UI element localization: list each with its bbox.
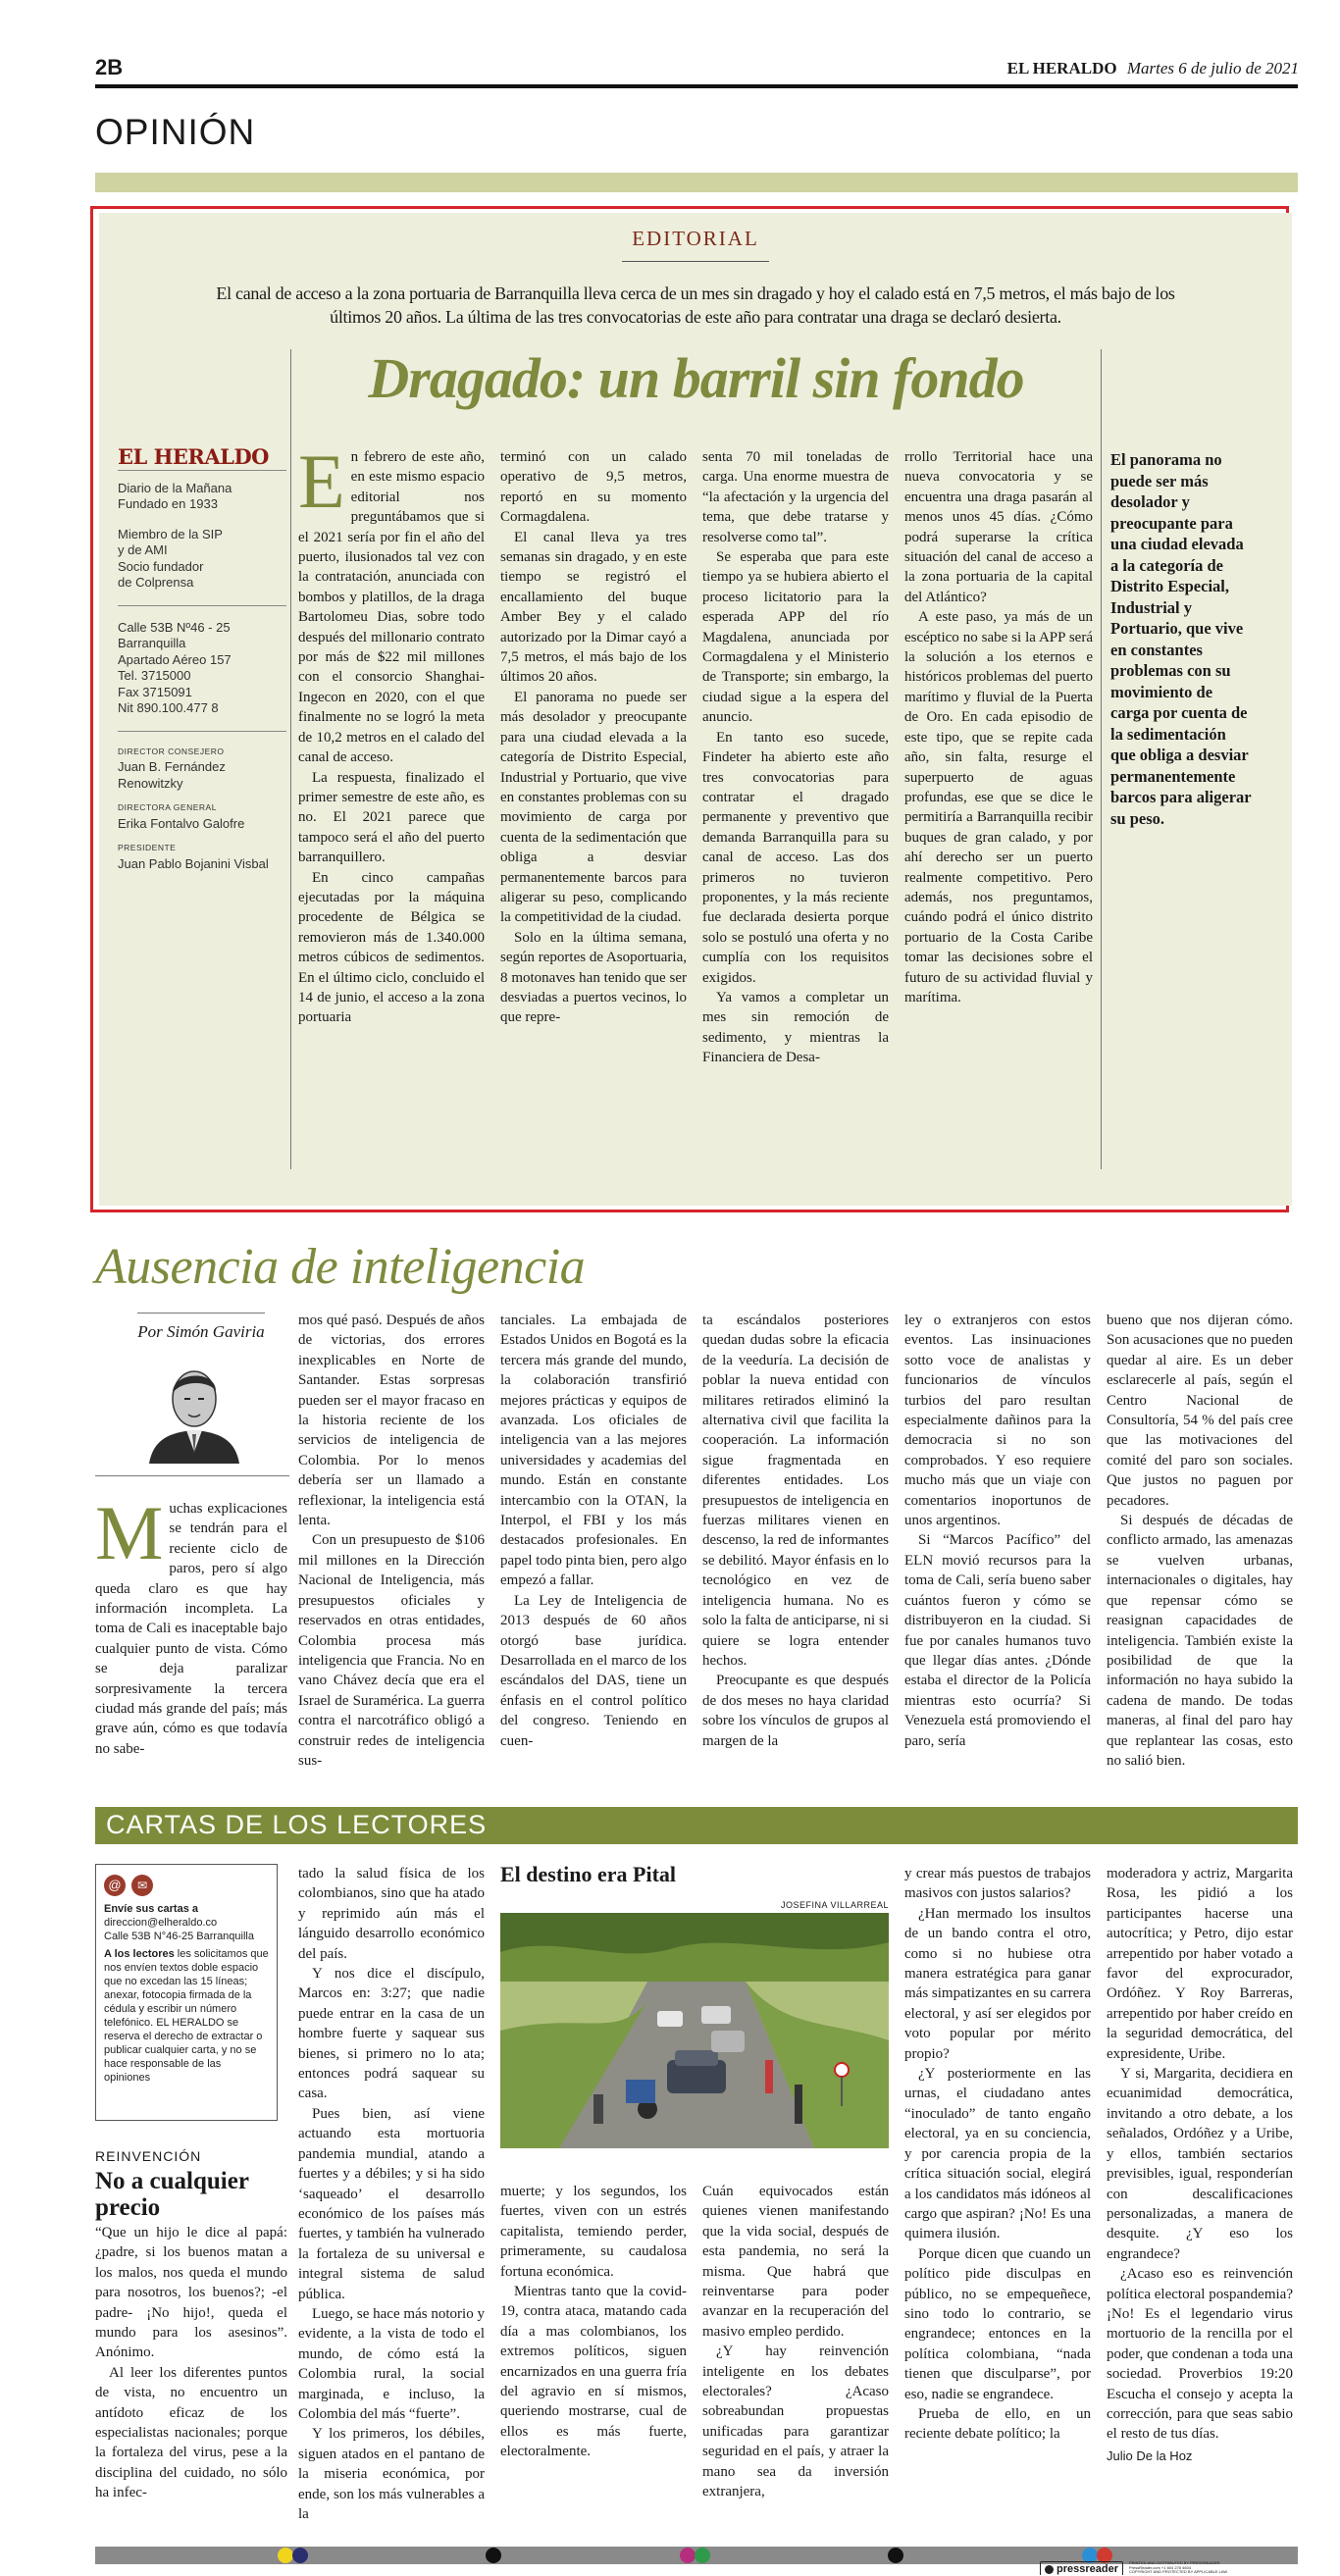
column-col-4 [702, 1311, 889, 1751]
column-col-6 [1107, 1311, 1293, 1771]
registration-dot [278, 2548, 293, 2563]
masthead-address-line: Barranquilla [118, 636, 186, 650]
letter1-paragraph: Y si, Margarita, decidiera en ecuanimidad democrática, invitando a otro debate, a los señalados, Ordóñez y a Uribe, y ellos, también sectarios previsibles, igual, responderían con descalificaciones personalizadas, a manera de desquite. ¿Y eso los engrandece? [1107, 2066, 1293, 2262]
column-paragraph: uchas explicaciones se tendrán para el reciente ciclo de paros, pero sí algo queda claro es que hay información incompleta. La toma de Cali es inaceptable bajo cualquier punto de vista. Cómo se deja paralizar sorpresivamente la tercera ciudad más grande del país; más grave aún, cómo es que todavía no sabe- [95, 1501, 287, 1757]
editorial-headline: Dragado: un barril sin fondo [368, 346, 1024, 410]
letter1-paragraph: Luego, se hace más notorio y evidente, a la vista de todo el mundo, de cómo está la Colombia rural, la social marginada, e incluso, la Colombia del más “fuerte”. [298, 2305, 485, 2422]
letter1-kicker: REINVENCIÓN [95, 2148, 202, 2164]
editorial-paragraph: n febrero de este año, en este mismo espacio editorial nos preguntábamos que si el 2021 sería por fin el año del puerto, ilusionados tal vez con la contratación, anunciada con bombos y platillos, de la draga Bartolomeu Dias, sobre todo después del millonario contrato por más de $22 mil millones con el consorcio Shanghai-Ingecon en 2020, con el que finalmente no se logró la meta de 10,2 metros en el calado del canal de acceso. [298, 449, 485, 766]
editorial-paragraph: Ya vamos a completar un mes sin remoción de sedimento, y mientras la Financiera de Desa- [702, 989, 889, 1066]
masthead-info2-line: Miembro de la SIP [118, 526, 223, 541]
editorial-paragraph: Se esperaba que para este tiempo ya se hubiera abierto el proceso licitatorio para la esperada APP del río Magdalena, anunciada por Cormagdalena y el Ministerio de Transporte; sin embargo, la ciudad sigue a la espera del anuncio. [702, 549, 889, 726]
column-col-5 [904, 1311, 1091, 1751]
editorial-dropcap: E [298, 438, 345, 524]
masthead-address-line: Fax 3715091 [118, 684, 192, 699]
editorial-col-2 [500, 447, 687, 1028]
letter1-paragraph: Y los primeros, los débiles, siguen atados en el pantano de la miseria económica, por ende, son los más vulnerables a la [298, 2426, 485, 2522]
editorial-col-rule [1101, 443, 1102, 1169]
letter1-signature: Julio De la Hoz [1107, 2447, 1193, 2463]
editorial-pullquote: El panorama no puede ser más desolador y preocupante para una ciudad elevada a la categoría de Distrito Especial, Industrial y Portuario, que vive en constantes problemas con su movimiento de carga por cuenta de la sedimentación que obliga a desviar permanentemente barcos para aligerar su peso. [1110, 450, 1252, 828]
masthead-name: Juan B. Fernández Renowitzky [118, 759, 226, 791]
editorial-paragraph: El canal lleva ya tres semanas sin dragado, y en este tiempo se registró el encallamiento del buque Amber Bey y el calado autorizado por la Dimar cayó a 7,5 metros, el más bajo de los últimos 20 años. [500, 529, 687, 686]
column-paragraph: Si “Marcos Pacífico” del ELN movió recursos para la toma de Cali, sería bueno saber cuántos fueron y cómo se distribuyeron en la ciudad. Si fue por canales humanos tuvo que llegar días antes. ¿Dónde estaba el director de la Policía mientras esto ocurría? Si Venezuela está promoviendo el paro, sería [904, 1532, 1091, 1749]
column-paragraph: tanciales. La embajada de Estados Unidos en Bogotá es la tercera más grande del mundo, la colaboración transfirió mejores prácticas y equipos de avanzada. Los oficiales de inteligencia van a las mejores universidades y academias del mundo. Están en constante intercambio con la OTAN, la Interpol, el FBI y los más destacados profesionales. En papel todo pinta bien, pero algo empezó a fallar. [500, 1313, 687, 1589]
letter1-paragraph: ¿Han mermado los insultos de un bando contra el otro, como si no hubiese otra manera estratégica para ganar más simpatizantes en su carrera electoral, y así ser elegidos por voto popular por mérito propio? [904, 1905, 1091, 2062]
letter1-col-4 [702, 2182, 889, 2502]
pressreader-line: PressReader.com +1 604 278 4604 [1129, 2564, 1192, 2570]
headline-rule-right [1101, 349, 1102, 447]
letter1-col-6 [1107, 1864, 1293, 2466]
masthead-role: DIRECTORA GENERAL [118, 802, 217, 812]
infobox-title: Envíe sus cartas a [104, 1903, 199, 1915]
masthead-address-line: Apartado Aéreo 157 [118, 651, 232, 667]
column-paragraph: ley o extranjeros con estos eventos. Las insinuaciones sotto voce de analistas y funcionarios de vínculos turbios del paro resultan especialmente dañinos para la democracia si no son comprobados. Y eso requiere mucho más que un viaje con comentarios inoportunos de unos argentinos. [904, 1313, 1091, 1529]
pressreader-line: COPYRIGHT AND PROTECTED BY APPLICABLE LAW [1129, 2569, 1228, 2574]
letter1-paragraph: ¿Acaso eso es reinvención política electoral pospandemia? ¡No! Es el legendario virus mortuorio de la rencilla por el poder, que condenan a toda una sociedad. Proverbios 19:20 Escucha el consejo y acepta la corrección, para que seas sabio el resto de tus días. [1107, 2266, 1293, 2443]
column-paragraph: Con un presupuesto de $106 mil millones en la Dirección Nacional de Inteligencia, más presupuestos oficiales y reservados en otras entidades, Colombia procesa más inteligencia que Francia. No en vano Chávez decía que era el Israel de Suramérica. La guerra contra el narcotráfico obligó a construir redes de inteligencia sus- [298, 1532, 485, 1769]
registration-dot [695, 2548, 710, 2563]
column-paragraph: Si después de décadas de conflicto armado, las amenazas se vuelven urbanas, internacionales o digitales, hay que repensar cómo se reasignan capacidades de inteligencia. También existe la posibilidad de que la información no haya subido la cadena de mando. De todas maneras, al final del paro hay que replantear las cosas, esto no salió bien. [1107, 1513, 1293, 1769]
letter1-paragraph: Pues bien, así viene actuando esta mortuoria pandemia mundial, atando a fuertes y a débiles; y si ha sido ‘saqueado’ el desarrollo económico de los países más fuertes, y también ha vulnerado la fortaleza de su universal e integral sistema de salud pública. [298, 2105, 485, 2302]
masthead-role: DIRECTOR CONSEJERO [118, 746, 225, 756]
masthead-info2-line: de Colprensa [118, 575, 194, 590]
column-byline: Por Simón Gaviria [137, 1322, 265, 1341]
letter2-title: El destino era Pital [500, 1862, 677, 1886]
editorial-col-4 [904, 447, 1093, 1007]
registration-dot [292, 2548, 308, 2563]
editorial-paragraph: rrollo Territorial hace una nueva convocatoria y se encuentra una draga pasarán al menos unos 45 días. ¿Cómo podrá superarse la crítica situación del canal de acceso a la zona portuaria de la capital del Atlántico? [904, 449, 1093, 605]
column-paragraph: bueno que nos dijeran cómo. Son acusaciones que no pueden quedar al aire. Es un deber esclarecerle al país, según el Centro Nacional de Consultoría, 54 % del país cree que las motivaciones del comité del paro son sociales. Que justos no paguen por pecadores. [1107, 1313, 1293, 1509]
at-icon: @ [104, 1875, 126, 1896]
editorial-col-1 [298, 438, 485, 1028]
masthead-info2-line: Socio fundador [118, 558, 204, 574]
letter1-paragraph: tado la salud física de los colombianos, sino que ha atado y reprimido aún más el lánguido desarrollo económico del país. [298, 1866, 485, 1962]
letter1-col-1 [95, 2223, 287, 2503]
pressreader-badge [1040, 2561, 1297, 2575]
editorial-dek: El canal de acceso a la zona portuaria de Barranquilla lleva cerca de un mes sin dragado y hoy el calado está en 7,5 metros, el más bajo de los últimos 20 años. La última de las tres convocatorias de este año para contratar una draga se declaró desierta. [216, 283, 1175, 327]
editorial-paragraph: En cinco campañas ejecutadas por la máquina procedente de Bélgica se removieron más de 1.340.000 metros cúbicos de sedimentos. En el último ciclo, concluido el 14 de junio, el acceso a la zona portuaria [298, 869, 485, 1026]
letter1-paragraph: Al leer los diferentes puntos de vista, no encuentro un antídoto eficaz de los especialistas nacionales; porque la fortaleza del virus, pese a la disciplina del cuidado, no sólo ha infec- [95, 2364, 287, 2501]
column-paragraph: Preocupante es que después de dos meses no haya claridad sobre los vínculos de grupos al margen de la [702, 1673, 889, 1749]
letters-infobox [95, 1864, 278, 2121]
masthead-role: PRESIDENTE [118, 843, 177, 852]
infobox-note: les solicitamos que nos envíen textos doble espacio que no excedan las 15 líneas; anexar, fotocopia firmada de la cédula y escribir un número telefónico. EL HERALDO se reserva el derecho de extractar o publicar cualquier carta, y no se hace responsable de las opiniones [104, 1948, 269, 2084]
byline-rule [137, 1313, 265, 1314]
registration-dot [680, 2548, 696, 2563]
letter1-paragraph: Porque dicen que cuando un político pide disculpas en público, no se empequeñece, sino todo lo contrario, se engrandece; entonces en la política colombiana, “nada tienen que disculparse”, por eso, nadie se engrandece. [904, 2245, 1091, 2402]
editorial-col-rule [290, 443, 291, 1169]
editorial-col-3 [702, 447, 889, 1068]
letter1-paragraph: Cuán equivocados están quienes vienen manifestando que la vida social, después de esta pandemia, no será la misma. Que habrá que reinventarse para poder avanzar en la recuperación del masivo empleo perdido. [702, 2184, 889, 2340]
letter1-paragraph: Prueba de ello, en un reciente debate político; la [904, 2405, 1091, 2443]
letter1-paragraph: Mientras tanto que la covid-19, contra ataca, matando cada día a mas colombianos, los extremos políticos, siguen encarnizados en una guerra fría del agravio en sí mismos, queriendo mostrarse, cual de ellos es más fuerte, electoralmente. [500, 2284, 687, 2460]
editorial-paragraph: A este paso, ya más de un escéptico no sabe si la APP será la solución a los eternos e históricos problemas del puerto marítimo y fluvial de la Puerta de Oro. En cada episodio de este tipo, que se repite cada año, sin falta, resurge el superpuerto de aguas profundas, ese que se dice le permitiría a Barranquilla recibir buques de gran calado, y por ahí derecho ser un puerto realmente competitivo. Pero además, nos preguntamos, cuándo podrá el único distrito portuario de la Costa Caribe tomar las decisiones sobre el futuro de su actividad fluvial y marítima. [904, 609, 1093, 1005]
column-col-3 [500, 1311, 687, 1751]
photo-credit: JOSEFINA VILLARREAL [780, 1900, 889, 1910]
infobox-address: Calle 53B N°46-25 Barranquilla [104, 1931, 254, 1942]
column-dropcap: M [95, 1490, 164, 1575]
section-title: OPINIÓN [95, 112, 256, 152]
registration-dot [888, 2548, 903, 2563]
letter1-paragraph: ¿Y posteriormente en las urnas, el ciudadano antes “inoculado” de tanto engaño electoral, ya en su conciencia, y por carencia propia de la crítica situación social, elegirá a los candidatos más idóneos al cargo que aspiran? ¡No! Es una quimera ilusión. [904, 2066, 1091, 2242]
letter2-photo [500, 1913, 889, 2148]
letter1-paragraph: ¿Y hay reinvención inteligente en los debates electorales? ¿Acaso sobreabundan propuestas unificadas para garantizar seguridad en el país, y atraer la mano sea da inversión extranjera, [702, 2344, 889, 2500]
letter1-paragraph: y crear más puestos de trabajos masivos con justos salarios? [904, 1866, 1091, 1902]
masthead-info1-line: Diario de la Mañana [118, 480, 232, 495]
masthead-logo: EL HERALDO [118, 444, 269, 469]
header-paper-name: EL HERALDO [1006, 59, 1117, 77]
column-col-2 [298, 1311, 485, 1771]
page-number: 2B [95, 55, 124, 79]
envelope-icon: ✉ [131, 1875, 153, 1896]
kicker-rule [622, 261, 769, 262]
column-col-1 [95, 1490, 287, 1759]
infobox-email[interactable]: direccion@elheraldo.co [104, 1917, 218, 1929]
registration-dot [486, 2548, 501, 2563]
road-traffic-photo-icon [500, 1913, 889, 2148]
masthead-name: Juan Pablo Bojanini Visbal [118, 855, 269, 871]
section-band [95, 173, 1298, 192]
pressreader-line: PRINTED AND DISTRIBUTED BY PRESSREADER [1129, 2561, 1220, 2565]
column-paragraph: mos qué pasó. Después de años de victorias, dos errores inexplicables en Norte de Santander. Estas sorpresas pueden ser el mayor fracaso en la historia reciente de los servicios de inteligencia de Colombia. Por lo menos debería ser un llamado a reflexionar, la inteligencia está lenta. [298, 1313, 485, 1529]
editorial-paragraph: En tanto eso sucede, Findeter ha abierto este año tres convocatorias para contratar el dragado permanente y preventivo que demanda Barranquilla para su canal de acceso. Las dos primeros no tuvieron proponentes, y la más reciente fue declarada desierta porque solo se postuló una oferta y no cumplía con los requisitos exigidos. [702, 729, 889, 986]
letter1-paragraph: muerte; y los segundos, los fuertes, viven con un estrés capitalista, temiendo perder, primeramente, su caudalosa fortuna económica. [500, 2184, 687, 2280]
masthead-address-line: Tel. 3715000 [118, 668, 191, 683]
masthead-info1-line: Fundado en 1933 [118, 496, 218, 511]
author-portrait-icon [139, 1356, 249, 1464]
letter1-paragraph: moderadora y actriz, Margarita Rosa, les pidió a los participantes hacerse una autocrítica; y Petro, dijo estar arrepentido por haber votado a favor del exprocurador, Ordóñez. Y Roy Barreras, arrepentido por haber creído en la seguridad democrática, del expresidente, Uribe. [1107, 1866, 1293, 2062]
header-date: Martes 6 de julio de 2021 [1126, 59, 1299, 77]
masthead-name: Erika Fontalvo Galofre [118, 815, 245, 831]
letter1-col-2 [298, 1864, 485, 2524]
column-headline: Ausencia de inteligencia [95, 1239, 586, 1295]
editorial-paragraph: senta 70 mil toneladas de carga. Una enorme muestra de “la afectación y la urgencia del tema, que debe tratarse y resolverse como tal”. [702, 449, 889, 545]
editorial-paragraph: terminó con un calado operativo de 9,5 metros, reportó en su momento Cormagdalena. [500, 449, 687, 526]
editorial-paragraph: El panorama no puede ser más desolador y preocupante para una ciudad elevada a la categoría de Distrito Especial, Industrial y Portuario, que vive en constantes problemas con su movimiento de carga por cuenta de la sedimentación que obliga a desviar permanentemente barcos para aligerar su peso, complicando la competitividad de la ciudad. [500, 689, 687, 926]
letters-section-title: CARTAS DE LOS LECTORES [106, 1810, 488, 1839]
pressreader-icon [1045, 2565, 1054, 2574]
column-paragraph: La Ley de Inteligencia de 2013 después de 60 años otorgó base jurídica. Desarrollada en el marco de los escándalos del DAS, tiene un énfasis en el control político del congreso. Teniendo en cuen- [500, 1592, 687, 1749]
infobox-note-lead: A los lectores [104, 1948, 175, 1960]
header-paper-date [1007, 59, 1299, 78]
editorial-paragraph: La respuesta, finalizado el primer semestre de este año, es no. El 2021 parece que tampoco será el año del puerto barranquillero. [298, 769, 485, 866]
photo-rule [95, 1475, 289, 1476]
author-photo [139, 1356, 249, 1464]
letter1-col-5 [904, 1864, 1091, 2445]
masthead-address-line: Calle 53B Nº46 - 25 [118, 619, 231, 635]
letter1-paragraph: Y nos dice el discípulo, Marcos en: 3:27; que nadie puede entrar en la casa de un hombre fuerte y saquear sus bienes, si primero no lo ata; entonces podrá saquear su casa. [298, 1966, 485, 2102]
pressreader-logo: pressreader [1057, 2563, 1118, 2575]
letter1-title: No a cualquier precio [95, 2168, 249, 2221]
editorial-paragraph: Solo en la última semana, según reportes de Asoportuaria, 8 motonaves han tenido que ser desviadas a puertos vecinos, lo que repre- [500, 929, 687, 1026]
letter1-paragraph: “Que un hijo le dice al papá: ¿padre, si los buenos matan a los malos, nos queda el mundo para nosotros, los buenos?; -el padre- ¡No hijo!, queda el mundo para los asesinos”. Anónimo. [95, 2225, 287, 2361]
masthead-address-line: Nit 890.100.477 8 [118, 700, 219, 715]
header-rule [95, 84, 1298, 88]
letter1-col-3 [500, 2182, 687, 2462]
masthead [118, 444, 286, 872]
editorial-kicker: EDITORIAL [632, 227, 759, 250]
masthead-info2-line: y de AMI [118, 542, 168, 557]
column-paragraph: ta escándalos posteriores quedan dudas sobre la eficacia de la veeduría. La decisión de poblar la nueva entidad con militares retirados eliminó la alternativa civil que facilita la cooperación. La información sigue fragmentada en diferentes entidades. Los presupuestos de inteligencia en fuerzas militares vienen en descenso, la red de informantes se debilitó. Mayor énfasis en lo tecnológico en vez de inteligencia humana. No es solo la falta de anticiparse, ni si quiere se logra entender hechos. [702, 1313, 889, 1669]
